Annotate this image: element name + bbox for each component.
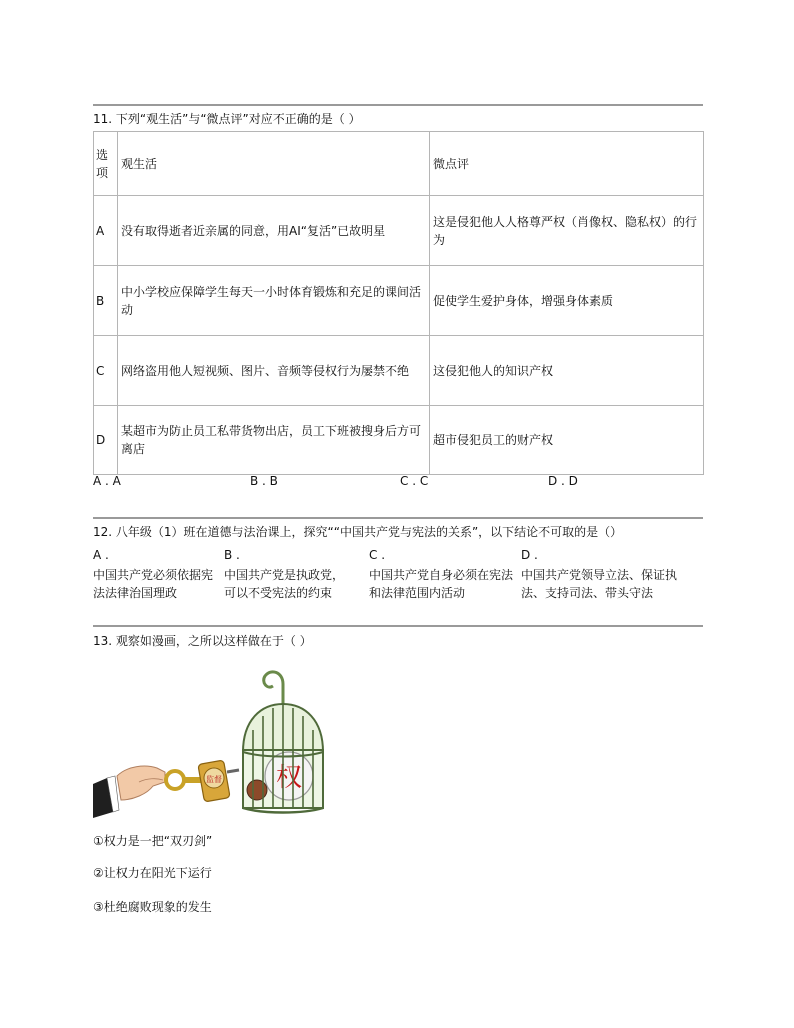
q12-option-d[interactable] bbox=[521, 546, 677, 602]
question-13-stem: 13. 观察如漫画，之所以这样做在于（ ） bbox=[93, 634, 312, 648]
q11-option-b[interactable]: B . B bbox=[250, 474, 278, 488]
option-letter: B . bbox=[224, 548, 240, 562]
option-letter: A . bbox=[93, 548, 109, 562]
row-comment: 促使学生爱护身体，增强身体素质 bbox=[430, 266, 704, 336]
option-text: 中国共产党是执政党，可以不受宪法的约束 bbox=[224, 568, 345, 600]
row-life: 网络盗用他人短视频、图片、音频等侵权行为屡禁不绝 bbox=[118, 336, 430, 406]
option-text: 中国共产党自身必须在宪法和法律范围内活动 bbox=[369, 568, 514, 600]
q11-option-c[interactable]: C . C bbox=[400, 474, 429, 488]
hand bbox=[117, 766, 165, 800]
option-text: 中国共产党必须依据宪法法律治国理政 bbox=[93, 568, 214, 600]
comic-illustration bbox=[93, 660, 349, 818]
row-comment: 超市侵犯员工的财产权 bbox=[430, 406, 704, 475]
option-letter: D . bbox=[521, 548, 538, 562]
row-label: B bbox=[94, 266, 118, 336]
q12-option-c[interactable] bbox=[369, 546, 521, 602]
question-11-table bbox=[93, 131, 704, 475]
header-comment: 微点评 bbox=[430, 132, 704, 196]
question-12-separator bbox=[93, 517, 703, 519]
q13-statement-3: ③杜绝腐败现象的发生 bbox=[93, 900, 212, 914]
table-row bbox=[94, 336, 704, 406]
row-life: 没有取得逝者近亲属的同意，用AI“复活”已故明星 bbox=[118, 196, 430, 266]
q11-option-a[interactable]: A . A bbox=[93, 474, 121, 488]
cage-hook bbox=[264, 672, 283, 704]
row-label: C bbox=[94, 336, 118, 406]
q12-option-b[interactable] bbox=[224, 546, 354, 602]
question-13-separator bbox=[93, 625, 703, 627]
table-header-row bbox=[94, 132, 704, 196]
question-12-stem: 12. 八年级（1）班在道德与法治课上，探究““中国共产党与宪法的关系”，以下结论不可取的是（） bbox=[93, 525, 623, 539]
q11-option-d[interactable]: D . D bbox=[548, 474, 578, 488]
option-letter: C . bbox=[369, 548, 386, 562]
row-label: D bbox=[94, 406, 118, 475]
option-text: 中国共产党领导立法、保证执法、支持司法、带头守法 bbox=[521, 568, 678, 600]
padlock-label: 监督 bbox=[206, 775, 222, 784]
question-11-stem: 11. 下列“观生活”与“微点评”对应不正确的是（ ） bbox=[93, 112, 361, 126]
table-row bbox=[94, 406, 704, 475]
q13-statement-2: ②让权力在阳光下运行 bbox=[93, 866, 212, 880]
key-bow bbox=[166, 771, 184, 789]
q13-statement-1: ①权力是一把“双刃剑” bbox=[93, 834, 213, 848]
q12-option-a[interactable] bbox=[93, 546, 223, 602]
row-comment: 这侵犯他人的知识产权 bbox=[430, 336, 704, 406]
header-life: 观生活 bbox=[118, 132, 430, 196]
row-label: A bbox=[94, 196, 118, 266]
row-comment: 这是侵犯他人人格尊严权（肖像权、隐私权）的行为 bbox=[430, 196, 704, 266]
table-row bbox=[94, 196, 704, 266]
row-life: 中小学校应保障学生每天一小时体育锻炼和充足的课间活动 bbox=[118, 266, 430, 336]
table-row bbox=[94, 266, 704, 336]
row-life: 某超市为防止员工私带货物出店，员工下班被搜身后方可离店 bbox=[118, 406, 430, 475]
question-11-separator bbox=[93, 104, 703, 106]
header-option-label: 选项 bbox=[94, 132, 118, 196]
ball-character: 权 bbox=[275, 763, 303, 793]
